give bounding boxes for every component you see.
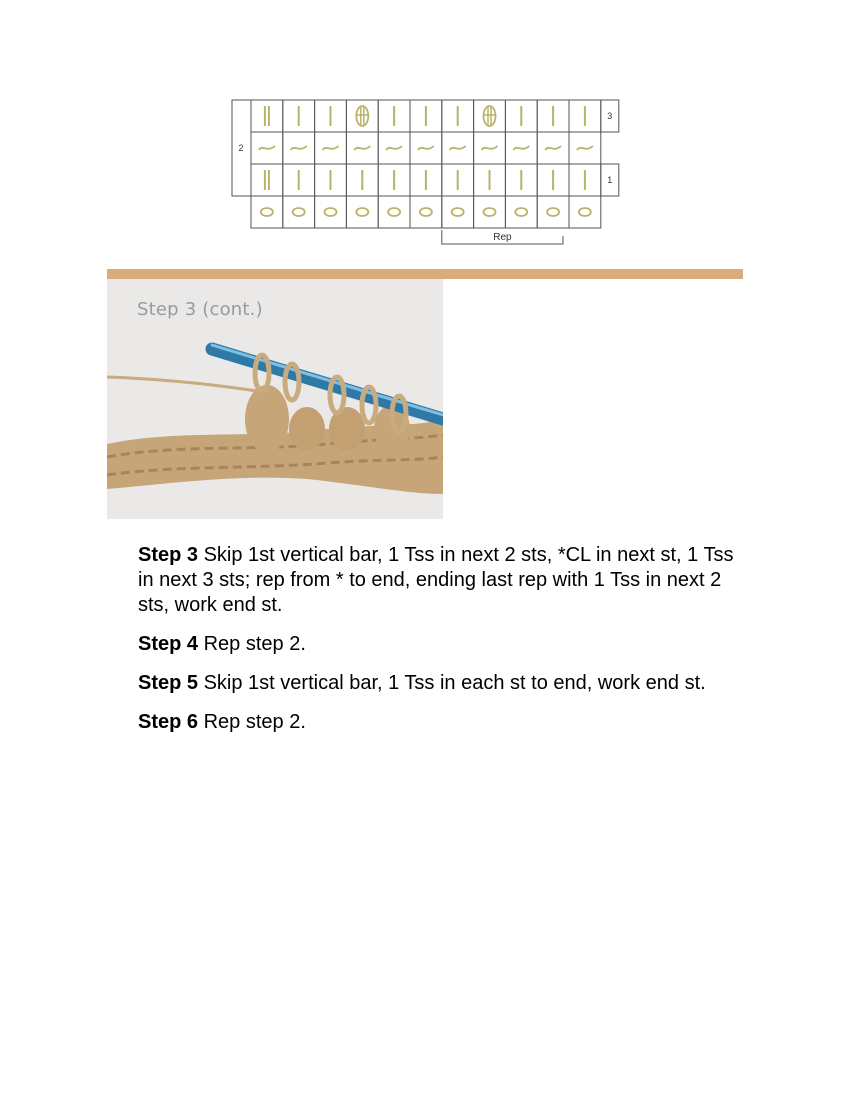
- chart-cell: [251, 164, 283, 196]
- chain-symbol: [293, 208, 305, 216]
- step-text: Skip 1st vertical bar, 1 Tss in next 2 sts, *CL in next st, 1 Tss in next 3 sts; rep from * to end, ending last rep with 1 Tss in next 2 sts, work end st.: [138, 544, 734, 616]
- return-pass-symbol: [482, 146, 498, 150]
- step-photo: [107, 279, 443, 519]
- chain-symbol: [579, 208, 591, 216]
- step-5: [138, 671, 738, 696]
- chart-cell: [283, 196, 315, 228]
- stitch-chart: [225, 96, 625, 251]
- step-label: Step 3: [138, 544, 199, 566]
- chain-symbol: [420, 208, 432, 216]
- chart-cell: [315, 196, 347, 228]
- chart-cell: [251, 100, 283, 132]
- return-pass-symbol: [354, 146, 370, 150]
- chain-symbol: [547, 208, 559, 216]
- chart-cell: [442, 196, 474, 228]
- chart-cell: [537, 196, 569, 228]
- chart-cell: [474, 100, 506, 132]
- chart-cell: [569, 196, 601, 228]
- chain-symbol: [388, 208, 400, 216]
- chain-symbol: [261, 208, 273, 216]
- return-pass-symbol: [513, 146, 529, 150]
- step-text: Skip 1st vertical bar, 1 Tss in each st to end, work end st.: [198, 672, 706, 694]
- return-pass-symbol: [545, 146, 561, 150]
- chain-symbol: [515, 208, 527, 216]
- chart-cell: [346, 196, 378, 228]
- repeat-label: Rep: [493, 232, 512, 243]
- photo-caption: Step 3 (cont.): [137, 299, 263, 320]
- chart-cell: [378, 196, 410, 228]
- step-4: [138, 632, 738, 657]
- step-text: Rep step 2.: [198, 633, 306, 655]
- chart-cell: [410, 196, 442, 228]
- chart-cell: [251, 196, 283, 228]
- row-number-label: 2: [238, 143, 244, 153]
- stitch-chart-diagram: [225, 96, 625, 251]
- chain-symbol: [484, 208, 496, 216]
- step-label: Step 5: [138, 672, 199, 694]
- return-pass-symbol: [450, 146, 466, 150]
- step-3: [138, 543, 738, 618]
- row-number-label: 1: [607, 175, 613, 185]
- cluster-symbol: [356, 106, 368, 126]
- chain-symbol: [452, 208, 464, 216]
- cluster-symbol: [484, 106, 496, 126]
- chain-symbol: [325, 208, 337, 216]
- step-6: [138, 710, 738, 735]
- return-pass-symbol: [577, 146, 593, 150]
- section-divider: [107, 269, 743, 279]
- chart-cell: [505, 196, 537, 228]
- return-pass-symbol: [386, 146, 402, 150]
- step-label: Step 4: [138, 633, 199, 655]
- return-pass-symbol: [323, 146, 339, 150]
- instructions: [138, 543, 738, 749]
- row-number-label: 3: [607, 111, 613, 121]
- step-text: Rep step 2.: [198, 711, 306, 733]
- chart-cell: [346, 100, 378, 132]
- return-pass-symbol: [418, 146, 434, 150]
- return-pass-symbol: [259, 146, 275, 150]
- chain-symbol: [356, 208, 368, 216]
- return-pass-symbol: [291, 146, 307, 150]
- step-label: Step 6: [138, 711, 199, 733]
- chart-cell: [474, 196, 506, 228]
